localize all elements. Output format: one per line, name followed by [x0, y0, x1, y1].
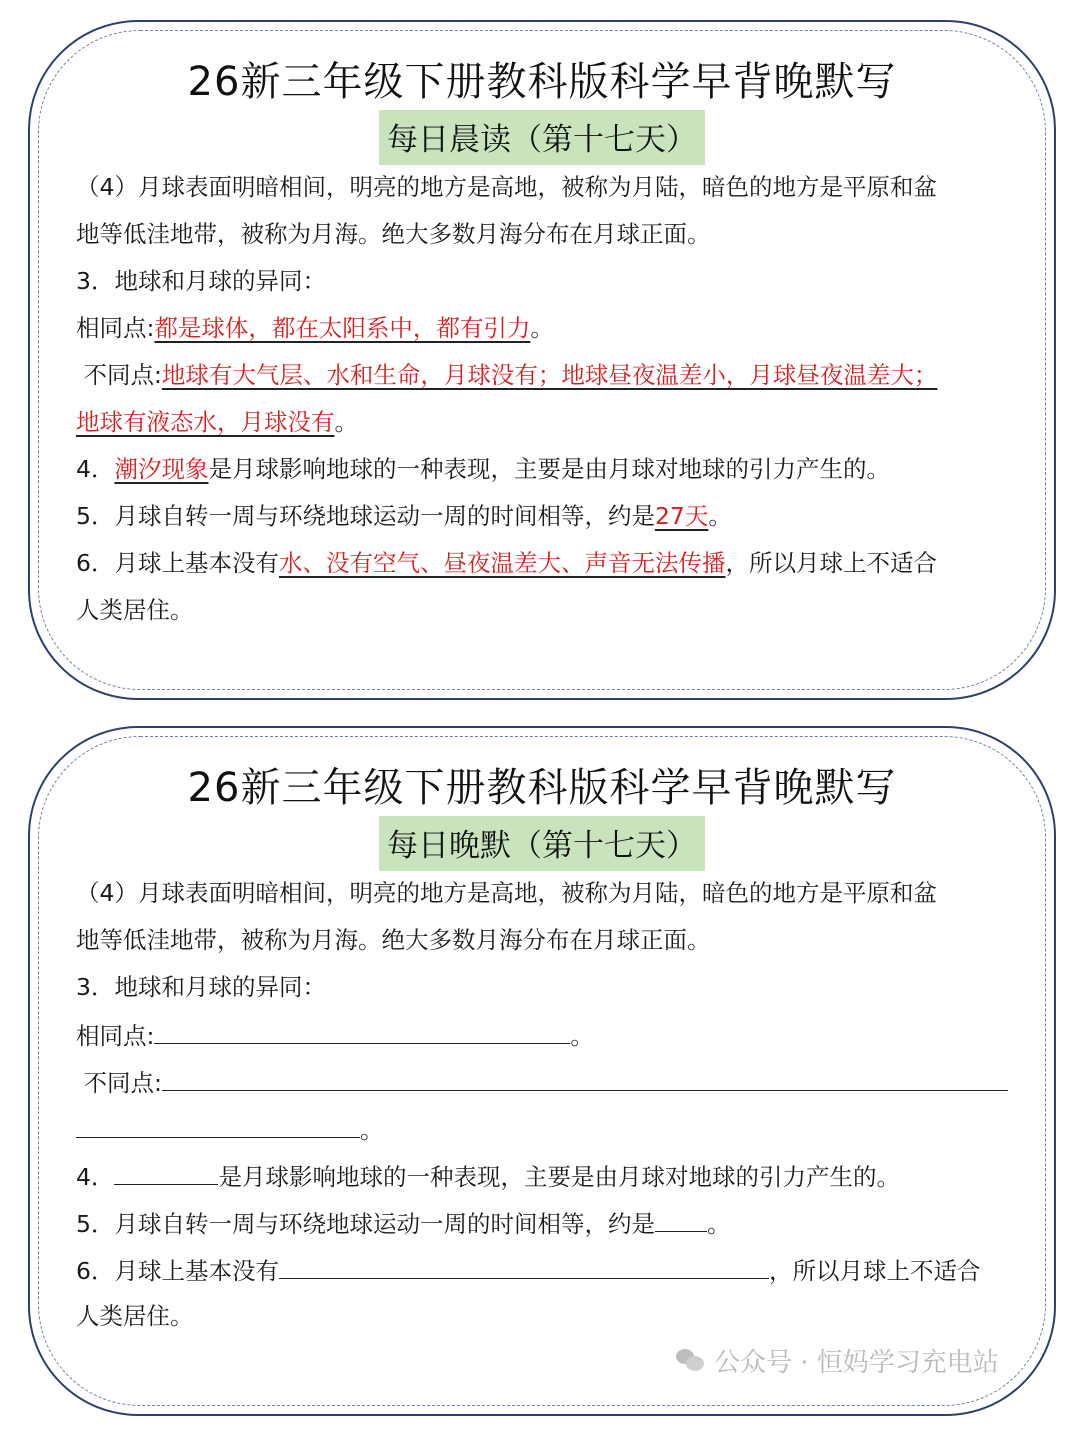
evening-line-differences	[76, 1058, 1028, 1105]
morning-badge-wrap	[30, 110, 1054, 165]
similarities-end: 。	[530, 314, 554, 342]
evening-line-3: 3．地球和月球的异同：	[76, 973, 326, 1001]
rotation-end: 。	[708, 502, 732, 530]
morning-line-2: 地等低洼地带，被称为月海。绝大多数月海分布在月球正面。	[76, 220, 711, 248]
blank-rotation-end: 。	[706, 1210, 731, 1238]
evening-card	[28, 726, 1056, 1416]
blank-differences-label: 不同点:	[76, 1069, 162, 1097]
morning-body	[76, 164, 1028, 634]
similarities-answer: 都是球体，都在太阳系中，都有引力	[154, 314, 531, 342]
watermark-text: 公众号 · 恒妈学习充电站	[714, 1347, 999, 1378]
morning-badge: 每日晨读（第十七天）	[379, 110, 705, 165]
rotation-pre: 5．月球自转一周与环绕地球运动一周的时间相等，约是	[76, 502, 655, 530]
habitability-pre: 6．月球上基本没有	[76, 549, 279, 577]
evening-line-1: （4）月球表面明暗相间，明亮的地方是高地，被称为月陆，暗色的地方是平原和盆	[76, 879, 937, 907]
morning-line-1: （4）月球表面明暗相间，明亮的地方是高地，被称为月陆，暗色的地方是平原和盆	[76, 173, 937, 201]
evening-body	[76, 870, 1028, 1340]
morning-line-differences-2	[76, 399, 1028, 446]
wechat-icon	[676, 1349, 704, 1371]
evening-line-2: 地等低洼地带，被称为月海。绝大多数月海分布在月球正面。	[76, 926, 711, 954]
blank-habitability-rest: ，所以月球上不适合	[768, 1257, 981, 1285]
blank-differences-2[interactable]	[76, 1105, 360, 1138]
morning-line-habitability	[76, 540, 1028, 587]
blank-similarities-label: 相同点:	[76, 1022, 155, 1050]
watermark	[676, 1340, 999, 1380]
blank-similarities[interactable]	[154, 1011, 570, 1044]
blank-rotation-pre: 5．月球自转一周与环绕地球运动一周的时间相等，约是	[76, 1210, 655, 1238]
evening-badge: 每日晚默（第十七天）	[379, 816, 705, 871]
differences-answer-2: 地球有液态水，月球没有	[76, 408, 335, 436]
blank-habitability[interactable]	[279, 1246, 769, 1279]
evening-title: 26新三年级下册教科版科学早背晚默写	[187, 765, 897, 811]
similarities-label: 相同点:	[76, 314, 155, 342]
evening-line-rotation	[76, 1199, 1028, 1246]
tide-rest: 是月球影响地球的一种表现，主要是由月球对地球的引力产生的。	[208, 455, 890, 483]
blank-differences-end: 。	[360, 1116, 384, 1144]
differences-end: 。	[334, 408, 358, 436]
morning-line-differences	[76, 352, 1028, 399]
morning-card	[28, 20, 1056, 700]
evening-line-similarities	[76, 1011, 1028, 1058]
evening-line-10: 人类居住。	[76, 1302, 194, 1330]
blank-habitability-pre: 6．月球上基本没有	[76, 1257, 279, 1285]
blank-rotation[interactable]	[655, 1199, 707, 1232]
morning-line-similarities	[76, 305, 1028, 352]
tide-answer: 潮汐现象	[114, 455, 209, 483]
evening-line-habitability	[76, 1246, 1028, 1293]
differences-label: 不同点:	[76, 361, 162, 389]
differences-answer: 地球有大气层、水和生命，月球没有；地球昼夜温差小，月球昼夜温差大；	[161, 361, 938, 389]
morning-title: 26新三年级下册教科版科学早背晚默写	[187, 59, 897, 105]
habitability-answer: 水、没有空气、昼夜温差大、声音无法传播	[278, 549, 726, 577]
blank-similarities-end: 。	[570, 1022, 594, 1050]
rotation-answer: 27天	[654, 502, 709, 530]
morning-line-10: 人类居住。	[76, 596, 194, 624]
blank-tide-num: 4．	[76, 1163, 115, 1191]
tide-num: 4．	[76, 455, 115, 483]
blank-tide-rest: 是月球影响地球的一种表现，主要是由月球对地球的引力产生的。	[218, 1163, 900, 1191]
blank-tide[interactable]	[114, 1152, 218, 1185]
morning-line-3: 3．地球和月球的异同：	[76, 267, 326, 295]
evening-line-tide	[76, 1152, 1028, 1199]
blank-differences[interactable]	[162, 1058, 1008, 1091]
habitability-rest: ，所以月球上不适合	[725, 549, 937, 577]
evening-line-differences-2	[76, 1105, 1028, 1152]
morning-line-rotation	[76, 493, 1028, 540]
morning-line-tide	[76, 446, 1028, 493]
evening-badge-wrap	[30, 816, 1054, 871]
